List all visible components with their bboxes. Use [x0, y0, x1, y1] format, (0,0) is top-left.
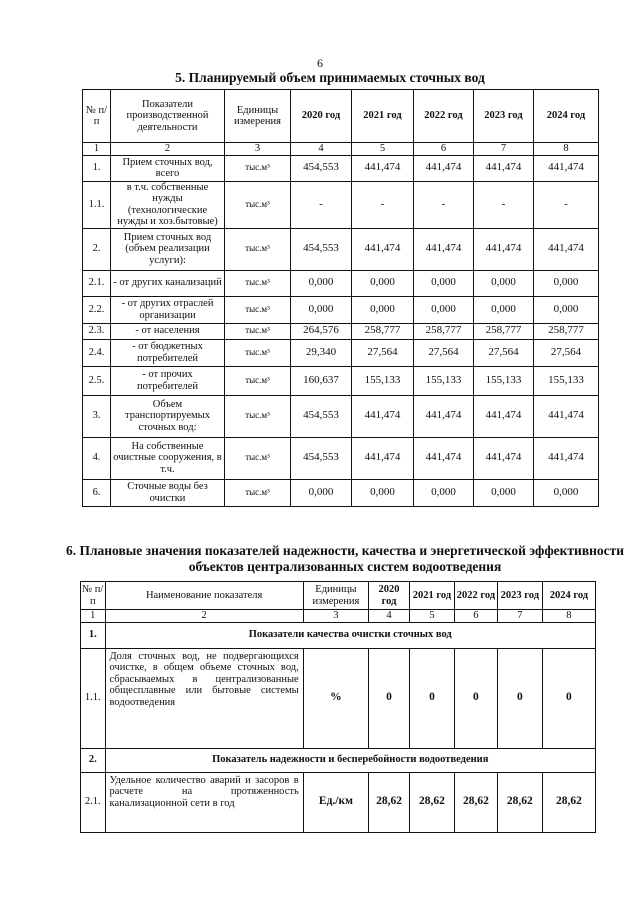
- header-cell: Единицы измерения: [225, 90, 291, 143]
- unit-cell: тыс.м³: [225, 181, 291, 228]
- value-cell: 441,474: [352, 395, 414, 437]
- value-cell: 441,474: [534, 228, 599, 270]
- column-number: 5: [409, 610, 454, 623]
- unit-cell: тыс.м³: [225, 395, 291, 437]
- value-cell: 0,000: [534, 296, 599, 323]
- value-cell: 441,474: [534, 155, 599, 181]
- value-cell: 0,000: [291, 479, 352, 506]
- value-cell: 441,474: [414, 228, 474, 270]
- header-cell: 2022 год: [414, 90, 474, 143]
- column-number: 4: [369, 610, 410, 623]
- column-number: 3: [225, 143, 291, 156]
- group-row: [81, 748, 596, 772]
- value-cell: 0,000: [352, 270, 414, 296]
- header-cell: № п/п: [81, 582, 106, 610]
- section-6-title: 6. Плановые значения показателей надежности, качества и энергетической эффективности объектов централизованных систем водоотведения: [65, 543, 625, 574]
- value-cell: 454,553: [291, 395, 352, 437]
- section-5-title: 5. Планируемый объем принимаемых сточных вод: [175, 70, 485, 85]
- value-cell: 454,553: [291, 437, 352, 479]
- value-cell: 29,340: [291, 339, 352, 366]
- indicator-name: Доля сточных вод, не подвергающихся очистке, в общем объеме сточных вод, сбрасываемых в централизованные общесплавные или бытовые системы водоотведения: [105, 648, 303, 748]
- unit-cell: тыс.м³: [225, 228, 291, 270]
- row-number: 2.4.: [83, 339, 111, 366]
- indicator-name: - от других отраслей организации: [111, 296, 225, 323]
- row-number: 1.: [83, 155, 111, 181]
- table-header-row: [81, 582, 596, 610]
- column-number: 5: [352, 143, 414, 156]
- indicator-name: Прием сточных вод (объем реализации услуги):: [111, 228, 225, 270]
- value-cell: 0,000: [352, 479, 414, 506]
- value-cell: -: [474, 181, 534, 228]
- value-cell: 258,777: [534, 323, 599, 339]
- value-cell: 0,000: [534, 479, 599, 506]
- value-cell: 454,553: [291, 155, 352, 181]
- value-cell: 441,474: [534, 395, 599, 437]
- value-cell: 28,62: [542, 772, 595, 832]
- value-cell: 441,474: [474, 155, 534, 181]
- column-number: 1: [83, 143, 111, 156]
- header-cell: Показатели производственной деятельности: [111, 90, 225, 143]
- column-number: 6: [454, 610, 497, 623]
- value-cell: 264,576: [291, 323, 352, 339]
- table-row: [81, 772, 596, 832]
- table-row: [83, 395, 599, 437]
- value-cell: 28,62: [454, 772, 497, 832]
- group-number: 1.: [81, 622, 106, 648]
- indicator-name: На собственные очистные сооружения, в т.ч.: [111, 437, 225, 479]
- header-cell: Наименование показателя: [105, 582, 303, 610]
- indicator-name: Объем транспортируемых сточных вод:: [111, 395, 225, 437]
- table-header-row: [83, 90, 599, 143]
- value-cell: 0: [369, 648, 410, 748]
- indicator-name: - от прочих потребителей: [111, 366, 225, 395]
- header-cell: № п/п: [83, 90, 111, 143]
- row-number: 6.: [83, 479, 111, 506]
- value-cell: 155,133: [474, 366, 534, 395]
- header-cell: 2023 год: [474, 90, 534, 143]
- row-number: 2.2.: [83, 296, 111, 323]
- value-cell: 0,000: [534, 270, 599, 296]
- group-title: Показатель надежности и бесперебойности водоотведения: [105, 748, 595, 772]
- unit-cell: тыс.м³: [225, 270, 291, 296]
- column-number: 8: [534, 143, 599, 156]
- column-number: 8: [542, 610, 595, 623]
- reliability-indicators-table: [80, 581, 596, 833]
- value-cell: 27,564: [352, 339, 414, 366]
- value-cell: 0,000: [291, 296, 352, 323]
- value-cell: 441,474: [474, 395, 534, 437]
- value-cell: 28,62: [369, 772, 410, 832]
- header-cell: 2021 год: [352, 90, 414, 143]
- value-cell: 441,474: [534, 437, 599, 479]
- value-cell: 0,000: [474, 270, 534, 296]
- table-row: [83, 339, 599, 366]
- row-number: 4.: [83, 437, 111, 479]
- value-cell: 441,474: [414, 155, 474, 181]
- column-number: 2: [105, 610, 303, 623]
- indicator-name: Удельное количество аварий и засоров в расчете на протяженность канализационной сети в год: [105, 772, 303, 832]
- indicator-name: - от бюджетных потребителей: [111, 339, 225, 366]
- column-number: 7: [474, 143, 534, 156]
- header-cell: 2024 год: [542, 582, 595, 610]
- wastewater-volume-table: [82, 89, 599, 507]
- unit-cell: %: [303, 648, 368, 748]
- table-row: [83, 296, 599, 323]
- header-cell: 2021 год: [409, 582, 454, 610]
- table-row: [83, 479, 599, 506]
- value-cell: 28,62: [409, 772, 454, 832]
- unit-cell: тыс.м³: [225, 437, 291, 479]
- unit-cell: тыс.м³: [225, 366, 291, 395]
- value-cell: 0,000: [414, 270, 474, 296]
- value-cell: 0,000: [474, 296, 534, 323]
- value-cell: 155,133: [534, 366, 599, 395]
- value-cell: -: [414, 181, 474, 228]
- unit-cell: тыс.м³: [225, 339, 291, 366]
- value-cell: 258,777: [474, 323, 534, 339]
- indicator-name: в т.ч. собственные нужды (технологические нужды и хоз.бытовые): [111, 181, 225, 228]
- table-row: [83, 228, 599, 270]
- value-cell: 441,474: [352, 155, 414, 181]
- value-cell: 441,474: [474, 228, 534, 270]
- value-cell: 27,564: [534, 339, 599, 366]
- table-row: [83, 366, 599, 395]
- unit-cell: тыс.м³: [225, 323, 291, 339]
- value-cell: -: [291, 181, 352, 228]
- table-row: [83, 181, 599, 228]
- unit-cell: тыс.м³: [225, 296, 291, 323]
- value-cell: 441,474: [414, 437, 474, 479]
- value-cell: 155,133: [352, 366, 414, 395]
- indicator-name: - от других канализаций: [111, 270, 225, 296]
- value-cell: 160,637: [291, 366, 352, 395]
- value-cell: 27,564: [414, 339, 474, 366]
- header-cell: 2020 год: [291, 90, 352, 143]
- value-cell: 0,000: [414, 296, 474, 323]
- table-row: [83, 155, 599, 181]
- indicator-name: Сточные воды без очистки: [111, 479, 225, 506]
- value-cell: 27,564: [474, 339, 534, 366]
- value-cell: 0: [409, 648, 454, 748]
- column-number: 2: [111, 143, 225, 156]
- value-cell: 0,000: [414, 479, 474, 506]
- indicator-name: Прием сточных вод, всего: [111, 155, 225, 181]
- value-cell: 0: [542, 648, 595, 748]
- value-cell: -: [352, 181, 414, 228]
- column-number: 1: [81, 610, 106, 623]
- header-cell: 2024 год: [534, 90, 599, 143]
- value-cell: 0,000: [291, 270, 352, 296]
- row-number: 2.1.: [83, 270, 111, 296]
- row-number: 3.: [83, 395, 111, 437]
- column-number: 4: [291, 143, 352, 156]
- column-number-row: [83, 143, 599, 156]
- row-number: 2.1.: [81, 772, 106, 832]
- value-cell: 28,62: [497, 772, 542, 832]
- column-number-row: [81, 610, 596, 623]
- unit-cell: тыс.м³: [225, 479, 291, 506]
- group-number: 2.: [81, 748, 106, 772]
- value-cell: 258,777: [414, 323, 474, 339]
- column-number: 7: [497, 610, 542, 623]
- value-cell: 454,553: [291, 228, 352, 270]
- header-cell: Единицы измерения: [303, 582, 368, 610]
- value-cell: -: [534, 181, 599, 228]
- value-cell: 441,474: [352, 228, 414, 270]
- unit-cell: Ед./км: [303, 772, 368, 832]
- indicator-name: - от населения: [111, 323, 225, 339]
- row-number: 1.1.: [83, 181, 111, 228]
- row-number: 2.: [83, 228, 111, 270]
- table-row: [83, 323, 599, 339]
- value-cell: 441,474: [414, 395, 474, 437]
- table-row: [83, 437, 599, 479]
- page-number: 6: [317, 56, 323, 70]
- table-row: [83, 270, 599, 296]
- group-title: Показатели качества очистки сточных вод: [105, 622, 595, 648]
- group-row: [81, 622, 596, 648]
- value-cell: 0,000: [474, 479, 534, 506]
- value-cell: 155,133: [414, 366, 474, 395]
- row-number: 2.3.: [83, 323, 111, 339]
- value-cell: 0,000: [352, 296, 414, 323]
- value-cell: 0: [454, 648, 497, 748]
- header-cell: 2022 год: [454, 582, 497, 610]
- table-row: [81, 648, 596, 748]
- value-cell: 441,474: [352, 437, 414, 479]
- value-cell: 258,777: [352, 323, 414, 339]
- row-number: 2.5.: [83, 366, 111, 395]
- value-cell: 441,474: [474, 437, 534, 479]
- value-cell: 0: [497, 648, 542, 748]
- column-number: 3: [303, 610, 368, 623]
- row-number: 1.1.: [81, 648, 106, 748]
- column-number: 6: [414, 143, 474, 156]
- unit-cell: тыс.м³: [225, 155, 291, 181]
- header-cell: 2023 год: [497, 582, 542, 610]
- header-cell: 2020 год: [369, 582, 410, 610]
